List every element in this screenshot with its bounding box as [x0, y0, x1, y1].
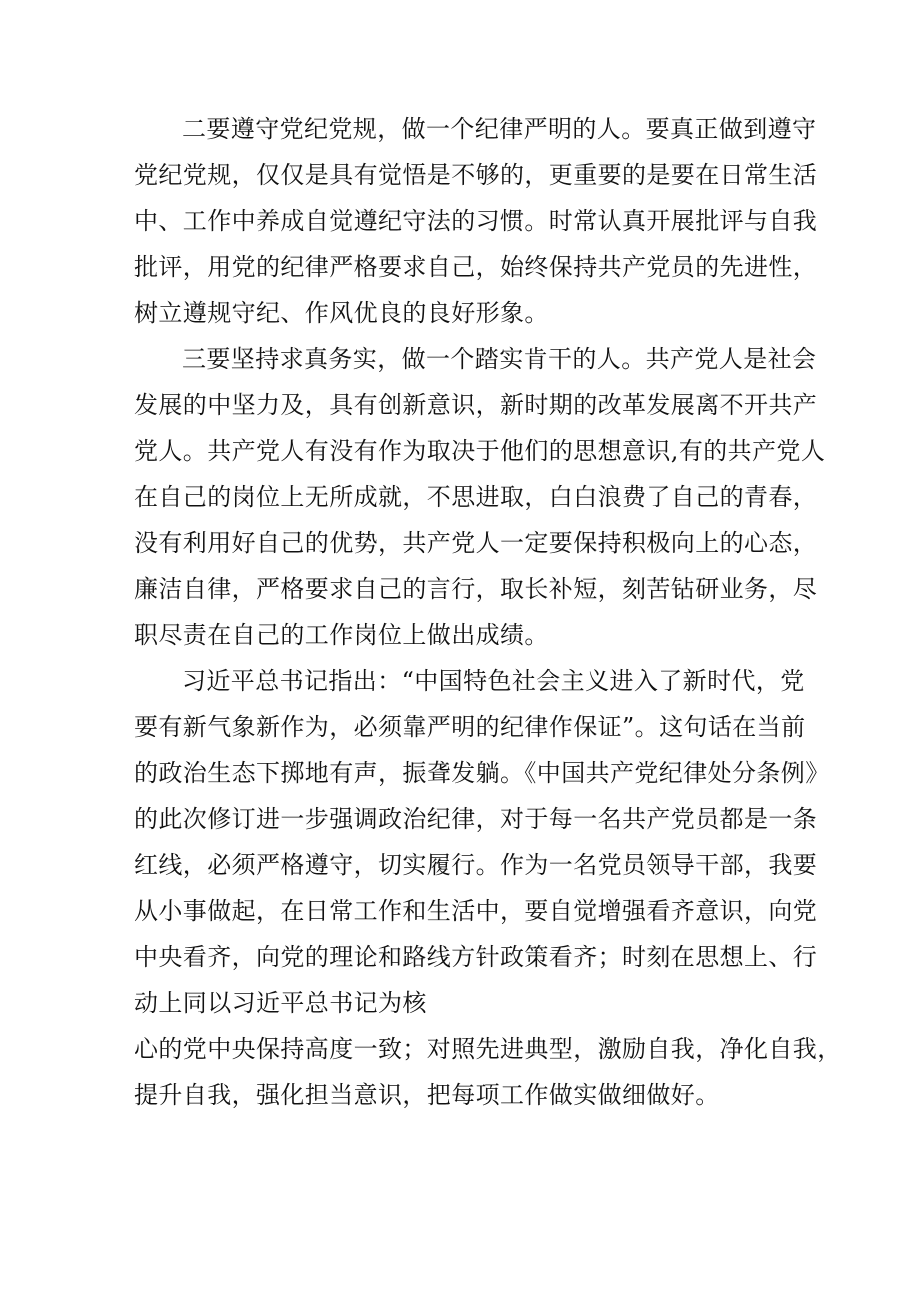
- paragraph-line: 廉洁自律，严格要求自己的言行，取长补短，刻苦钻研业务，尽: [134, 575, 818, 603]
- paragraph-line: 习近平总书记指出：“中国特色社会主义进入了新时代，党: [182, 667, 805, 695]
- paragraph-line: 动上同以习近平总书记为核: [134, 989, 427, 1017]
- paragraph-line: 心的党中央保持高度一致；对照先进典型，激励自我，净化自我，: [134, 1035, 842, 1063]
- paragraph-line: 树立遵规守纪、作风优良的良好形象。: [134, 299, 549, 327]
- paragraph-line: 党纪党规，仅仅是具有觉悟是不够的，更重要的是要在日常生活: [134, 161, 818, 189]
- paragraph-line: 三要坚持求真务实，做一个踏实肯干的人。共产党人是社会: [182, 345, 817, 373]
- paragraph-leader-quote: [134, 658, 830, 1026]
- paragraph-line: 中央看齐，向党的理论和路线方针政策看齐；时刻在思想上、行: [134, 943, 818, 971]
- paragraph-line: 党人。共产党人有没有作为取决于他们的思想意识,有的共产党人: [134, 437, 826, 465]
- paragraph-line: 发展的中坚力及，具有创新意识，新时期的改革发展离不开共产: [134, 391, 818, 419]
- paragraph-line: 的此次修订进一步强调政治纪律，对于每一名共产党员都是一条: [134, 805, 818, 833]
- paragraph-line: 从小事做起，在日常工作和生活中，要自觉增强看齐意识，向党: [134, 897, 818, 925]
- paragraph-line: 职尽责在自己的工作岗位上做出成绩。: [134, 621, 549, 649]
- document-body: [134, 106, 842, 1118]
- paragraph-line: 在自己的岗位上无所成就，不思进取，白白浪费了自己的青春，: [134, 483, 818, 511]
- paragraph-line: 批评，用党的纪律严格要求自己，始终保持共产党员的先进性，: [134, 253, 818, 281]
- paragraph-practical-work: [134, 336, 826, 658]
- paragraph-line: 要有新气象新作为，必须靠严明的纪律作保证”。这句话在当前: [134, 713, 806, 741]
- paragraph-line: 中、工作中养成自觉遵纪守法的习惯。时常认真开展批评与自我: [134, 207, 818, 235]
- paragraph-line: 红线，必须严格遵守，切实履行。作为一名党员领导干部，我要: [134, 851, 818, 879]
- paragraph-conclusion: [134, 1026, 842, 1118]
- paragraph-line: 没有利用好自己的优势，共产党人一定要保持积极向上的心态，: [134, 529, 818, 557]
- paragraph-line: 二要遵守党纪党规，做一个纪律严明的人。要真正做到遵守: [182, 115, 817, 143]
- paragraph-line: 提升自我，强化担当意识，把每项工作做实做细做好。: [134, 1081, 720, 1109]
- paragraph-line: 的政治生态下掷地有声，振聋发躺。《中国共产党纪律处分条例》: [134, 759, 830, 787]
- paragraph-party-discipline: [134, 106, 818, 336]
